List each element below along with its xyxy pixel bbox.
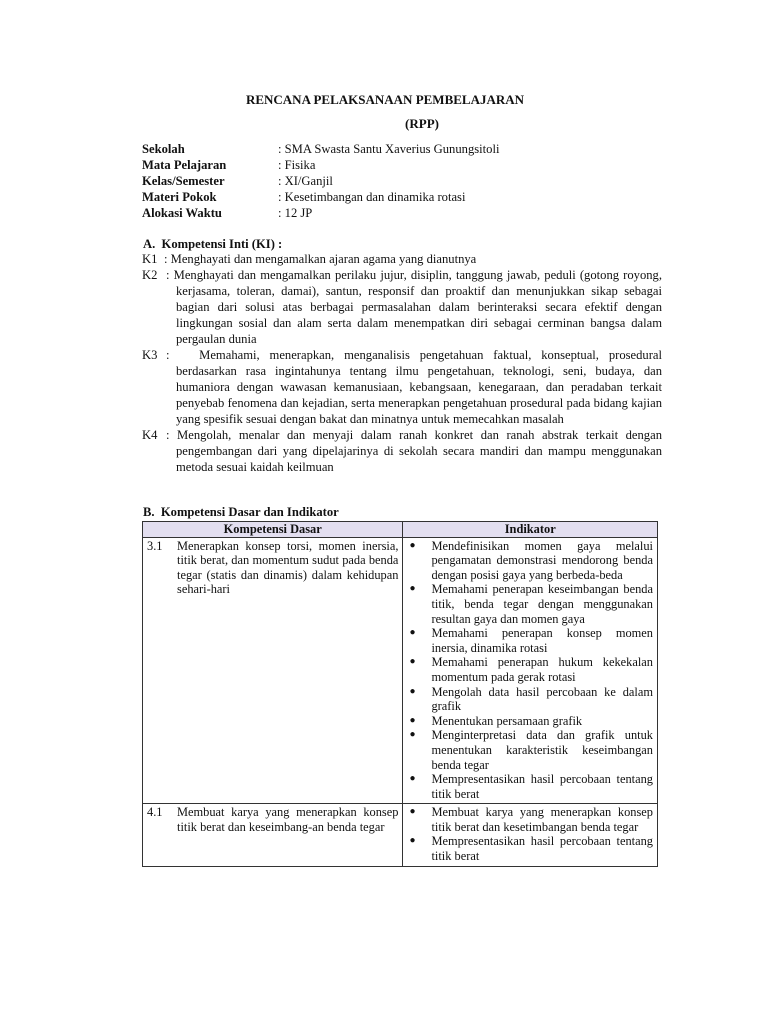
- ki-item: [142, 427, 662, 475]
- indicator-cell: [403, 537, 658, 804]
- indicator-item: [407, 834, 653, 863]
- info-label: Sekolah: [142, 142, 185, 156]
- ki-item: [142, 267, 662, 347]
- indicator-text: Memahami penerapan hukum kekekalan momentum pada gerak rotasi: [431, 655, 653, 684]
- indicator-cell: [403, 804, 658, 866]
- indicator-text: Mempresentasikan hasil percobaan tentang titik berat: [431, 772, 653, 801]
- info-value: : XI/Ganjil: [278, 174, 333, 188]
- document-title: RENCANA PELAKSANAAN PEMBELAJARAN: [245, 92, 525, 107]
- bullet-icon: ●: [409, 729, 416, 741]
- kd-text: Membuat karya yang menerapkan konsep titik berat dan keseimbang-an benda tegar: [177, 805, 399, 834]
- info-label: Kelas/Semester: [142, 174, 225, 188]
- info-value: : SMA Swasta Santu Xaverius Gunungsitoli: [278, 142, 500, 156]
- bullet-icon: ●: [409, 714, 416, 726]
- column-header-indikator: Indikator: [403, 522, 658, 538]
- indicator-text: Membuat karya yang menerapkan konsep titik berat dan kesetimbangan benda tegar: [431, 805, 653, 834]
- identity-block: [142, 141, 499, 221]
- section-a-heading: A. Kompetensi Inti (KI) :: [143, 237, 283, 251]
- indicator-item: [407, 772, 653, 801]
- ki-text: : Menghayati dan mengamalkan perilaku jujur, disiplin, tanggung jawab, peduli (gotong royong, kerjasama, toleran, damai), santun, responsif dan proaktif dan menunjukkan sikap sebagai bagian dari solusi atas berbagai permasalahan dalam berinteraksi secara efektif dengan lingkungan sosial dan alam serta dalam menempatkan diri sebagai cerminan bangsa dalam pergaulan dunia: [166, 268, 662, 346]
- ki-text: : Menghayati dan mengamalkan ajaran agama yang dianutnya: [164, 252, 477, 266]
- ki-code: K1: [142, 252, 158, 266]
- indicator-item: [407, 655, 653, 684]
- ki-item: [142, 347, 662, 427]
- indicator-item: [407, 714, 653, 729]
- ki-code: K3: [142, 348, 158, 362]
- indicator-text: Memahami penerapan keseimbangan benda titik, benda tegar dengan menggunakan resultan gaya dan momen gaya: [431, 582, 653, 626]
- indicator-item: [407, 805, 653, 834]
- indicator-text: Mendefinisikan momen gaya melalui pengamatan demonstrasi mendorong benda dengan posisi gaya yang berbeda-beda: [431, 538, 653, 582]
- info-row: [142, 157, 499, 173]
- indicator-item: [407, 582, 653, 626]
- ki-code: K4: [142, 428, 158, 442]
- kd-number: 4.1: [147, 805, 163, 820]
- bullet-icon: ●: [409, 583, 416, 595]
- bullet-icon: ●: [409, 656, 416, 668]
- indicator-item: [407, 626, 653, 655]
- bullet-icon: ●: [409, 685, 416, 697]
- kd-number: 3.1: [147, 538, 163, 553]
- column-header-kd: Kompetensi Dasar: [143, 522, 403, 538]
- bullet-icon: ●: [409, 835, 416, 847]
- bullet-icon: ●: [409, 806, 416, 818]
- table-row: [143, 537, 658, 804]
- indicator-list: [407, 539, 653, 802]
- info-label: Mata Pelajaran: [142, 158, 227, 172]
- bullet-icon: ●: [409, 539, 416, 551]
- ki-list: [142, 251, 662, 475]
- document-subtitle: (RPP): [405, 116, 439, 131]
- indicator-item: [407, 728, 653, 772]
- indicator-list: [407, 805, 653, 863]
- kd-text: Menerapkan konsep torsi, momen inersia, titik berat, dan momentum sudut pada benda tegar (statis dan dinamis) dalam kehidupan sehari-hari: [177, 538, 399, 597]
- info-value: : 12 JP: [278, 206, 313, 220]
- indicator-item: [407, 539, 653, 583]
- indicator-text: Menentukan persamaan grafik: [431, 713, 583, 728]
- kd-cell: [143, 537, 403, 804]
- info-row: [142, 205, 499, 221]
- kd-indicator-table: [142, 521, 658, 867]
- indicator-text: Memahami penerapan konsep momen inersia, dinamika rotasi: [431, 626, 653, 655]
- info-row: [142, 173, 499, 189]
- indicator-text: Mempresentasikan hasil percobaan tentang titik berat: [431, 834, 653, 864]
- info-label: Alokasi Waktu: [142, 206, 222, 220]
- section-b-heading: B. Kompetensi Dasar dan Indikator: [143, 505, 339, 519]
- info-value: : Fisika: [278, 158, 316, 172]
- kd-cell: [143, 804, 403, 866]
- info-row: [142, 189, 499, 205]
- indicator-text: Mengolah data hasil percobaan ke dalam grafik: [431, 684, 653, 714]
- ki-text: : Memahami, menerapkan, menganalisis pengetahuan faktual, konseptual, prosedural berdasarkan rasa ingintahunya tentang ilmu pengetahuan, teknologi, seni, budaya, dan humaniora dengan wawasan kemanusiaan, kebangsaan, kenegaraan, dan peradaban terkait penyebab fenomena dan kejadian, serta menerapkan pengetahuan prosedural pada bidang kajian yang spesifik sesuai dengan bakat dan minatnya untuk memecahkan masalah: [166, 348, 662, 426]
- ki-item: [142, 251, 662, 267]
- info-value: : Kesetimbangan dan dinamika rotasi: [278, 190, 466, 204]
- ki-code: K2: [142, 268, 158, 282]
- info-label: Materi Pokok: [142, 190, 217, 204]
- bullet-icon: ●: [409, 627, 416, 639]
- indicator-item: [407, 685, 653, 714]
- table-row: [143, 804, 658, 866]
- table-header-row: [143, 522, 658, 538]
- info-row: [142, 141, 499, 157]
- bullet-icon: ●: [409, 773, 416, 785]
- ki-text: : Mengolah, menalar dan menyaji dalam ranah konkret dan ranah abstrak terkait dengan pengembangan dari yang dipelajarinya di sekolah secara mandiri dan mampu menggunakan metoda sesuai kaidah keilmuan: [166, 428, 662, 474]
- indicator-text: Menginterpretasi data dan grafik untuk menentukan karakteristik keseimbangan benda tegar: [431, 728, 653, 772]
